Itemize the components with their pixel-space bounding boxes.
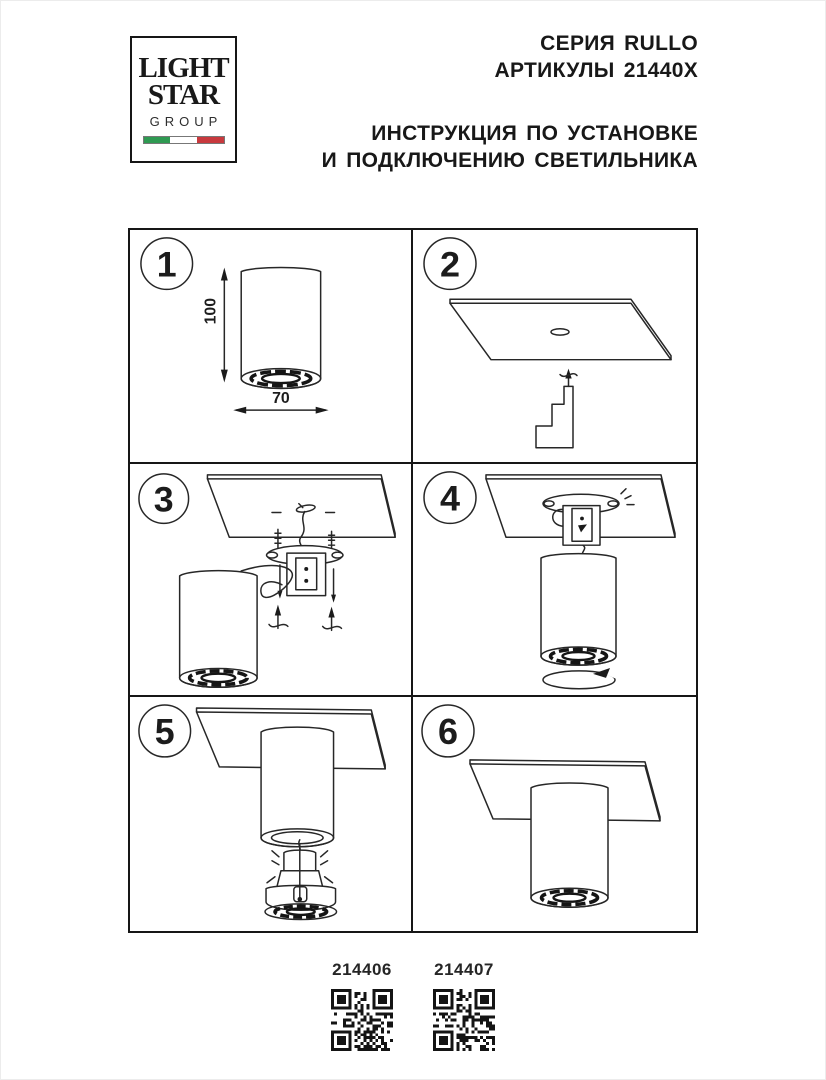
step-2-drawing [413, 230, 696, 462]
rotation-arrow [543, 668, 618, 689]
step-number: 3 [153, 479, 174, 520]
installation-steps-grid [128, 228, 698, 933]
step-number: 6 [437, 711, 459, 753]
ceiling-panel [450, 299, 671, 359]
step-panel-4 [413, 464, 696, 698]
step-panel-2 [413, 230, 696, 464]
step-5-drawing [130, 697, 411, 931]
step-3-drawing [130, 464, 411, 696]
product-214407 [429, 960, 499, 1051]
flag-green [144, 137, 171, 143]
fixture-cylinder [261, 727, 333, 847]
step-badge [141, 238, 193, 289]
step-badge [422, 705, 474, 757]
article-number: 214407 [434, 960, 494, 979]
twist-arrow [269, 604, 288, 628]
logo-word-star: STAR [147, 79, 220, 111]
step-6-drawing [413, 697, 696, 931]
logo-word-group: GROUP [149, 113, 223, 129]
width-value: 70 [272, 390, 290, 408]
step-number: 2 [439, 244, 461, 285]
series-title: СЕРИЯ RULLO [540, 32, 698, 55]
step-badge [139, 474, 189, 524]
step-panel-1 [130, 230, 413, 464]
step-number: 1 [156, 244, 177, 285]
fixture-cylinder [241, 267, 320, 388]
step-number: 4 [439, 478, 461, 519]
header-titles [322, 30, 698, 174]
flag-red [197, 137, 224, 143]
product-214406 [327, 960, 397, 1051]
article-number: 214406 [332, 960, 392, 979]
fixture-cylinder [531, 783, 608, 907]
step-panel-3 [130, 464, 413, 698]
lightstar-logo [130, 36, 237, 163]
step-number: 5 [154, 712, 175, 753]
logo-word-light: LIGHT [138, 52, 229, 85]
step-1-drawing [130, 230, 411, 462]
step-panel-6 [413, 697, 696, 931]
lamp-bulb [265, 840, 336, 920]
flag-white [170, 137, 197, 143]
fixture-cylinder [180, 570, 257, 687]
italian-flag [143, 136, 225, 144]
twist-arrow [323, 606, 342, 630]
instruction-title-line1: ИНСТРУКЦИЯ ПО УСТАНОВКЕ [371, 122, 698, 145]
drill-bit [536, 369, 577, 448]
qr-code [433, 989, 495, 1051]
step-panel-5 [130, 697, 413, 931]
qr-code [331, 989, 393, 1051]
step-4-drawing [413, 464, 696, 696]
articles-title: АРТИКУЛЫ 21440X [494, 59, 698, 82]
dimension-width [233, 390, 328, 413]
junction-box [563, 505, 600, 545]
dimension-height [202, 268, 227, 383]
step-badge [139, 705, 191, 757]
instruction-title-line2: И ПОДКЛЮЧЕНИЮ СВЕТИЛЬНИКА [321, 149, 698, 172]
step-badge [424, 472, 476, 523]
height-value: 100 [202, 297, 220, 325]
fixture-cylinder [541, 553, 616, 665]
step-badge [424, 238, 476, 289]
